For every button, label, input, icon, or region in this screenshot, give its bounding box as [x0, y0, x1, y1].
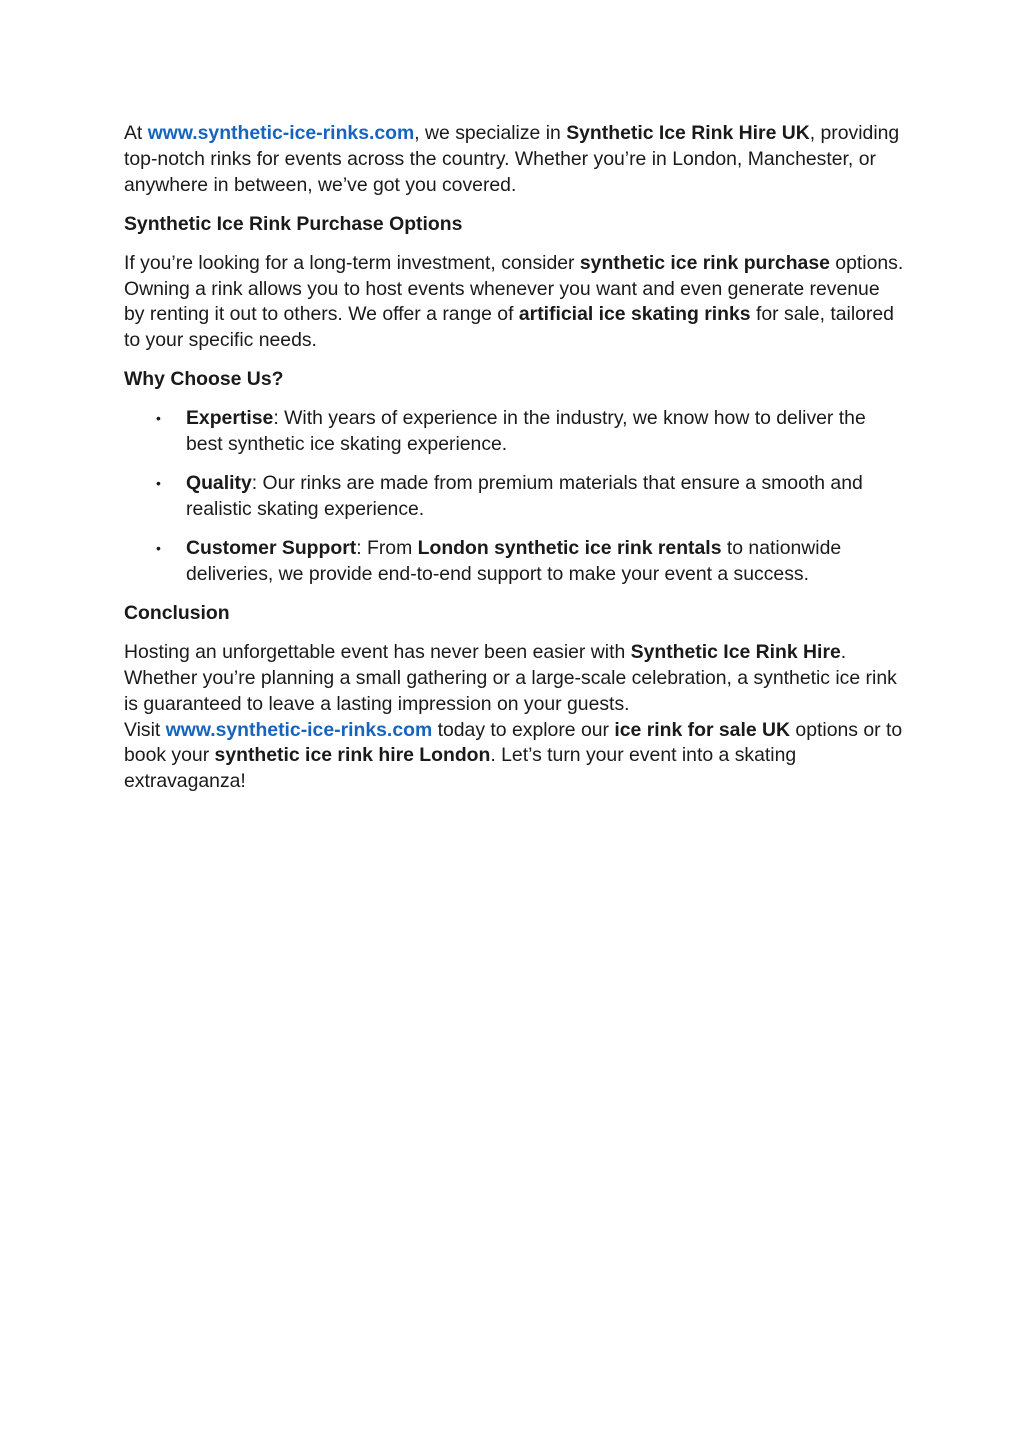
- purchase-text-3: for sale, tailored to your specific needs.: [124, 303, 894, 352]
- intro-paragraph: [124, 121, 904, 198]
- purchase-bold-1: synthetic ice rink purchase: [579, 251, 830, 274]
- list-item-text: to nationwide deliveries, we provide end-to-end support to make your event a success.: [186, 537, 842, 585]
- list-item-text: : From: [356, 537, 418, 560]
- website-link[interactable]: www.synthetic-ice-rinks.com: [165, 718, 433, 741]
- conclusion-heading: Conclusion: [124, 602, 230, 625]
- purchase-heading: Synthetic Ice Rink Purchase Options: [124, 212, 463, 235]
- conclusion-bold-3: synthetic ice rink hire London: [214, 744, 491, 767]
- bullet-icon: •: [156, 540, 161, 557]
- conclusion-paragraph: [124, 640, 904, 795]
- intro-text-2: , we specialize in: [414, 122, 567, 144]
- document-page: [124, 121, 904, 808]
- conclusion-text-4: today to explore our: [432, 718, 615, 741]
- conclusion-bold-1: Synthetic Ice Rink Hire: [630, 641, 841, 664]
- list-item-title: Customer Support: [186, 537, 357, 560]
- bullet-icon: •: [156, 475, 161, 492]
- conclusion-bold-2: ice rink for sale UK: [614, 718, 791, 741]
- reasons-list: [124, 406, 904, 587]
- bullet-icon: •: [156, 410, 161, 427]
- intro-text-3: , providing top-notch rinks for events across the country. Whether you’re in London, Manchester, or anywhere in between, we’ve got you covered.: [124, 122, 900, 196]
- list-item-title: Quality: [186, 472, 252, 495]
- purchase-text-2: options. Owning a rink allows you to host events whenever you want and even generate revenue by renting it out to others. We offer a range of: [124, 251, 904, 326]
- intro-bold-hire-uk: Synthetic Ice Rink Hire UK: [566, 122, 810, 144]
- conclusion-text-5: options or to book your: [124, 718, 903, 767]
- list-item-text: : Our rinks are made from premium materials that ensure a smooth and realistic skating experience.: [186, 472, 863, 521]
- purchase-text-1: If you’re looking for a long-term investment, consider: [124, 251, 580, 274]
- list-item-quality: [124, 471, 904, 523]
- conclusion-text-1: Hosting an unforgettable event has never been easier with: [124, 641, 631, 664]
- list-item-title: Expertise: [186, 407, 274, 430]
- why-heading: Why Choose Us?: [124, 368, 284, 391]
- website-link[interactable]: www.synthetic-ice-rinks.com: [147, 122, 415, 144]
- list-item-expertise: [124, 406, 904, 458]
- list-item-text: : With years of experience in the industry, we know how to deliver the best synthetic ice skating experience.: [186, 407, 866, 456]
- purchase-bold-2: artificial ice skating rinks: [518, 303, 751, 326]
- list-item-bold: London synthetic ice rink rentals: [417, 537, 722, 560]
- list-item-customer-support: [124, 536, 904, 588]
- conclusion-text-2: . Whether you’re planning a small gathering or a large-scale celebration, a synthetic ice rink is guaranteed to leave a lasting impression on your guests.: [124, 641, 897, 715]
- conclusion-text-6: . Let’s turn your event into a skating extravaganza!: [124, 744, 797, 793]
- purchase-paragraph: [124, 251, 904, 354]
- intro-text-1: At: [124, 122, 148, 144]
- conclusion-text-3: Visit: [124, 718, 166, 741]
